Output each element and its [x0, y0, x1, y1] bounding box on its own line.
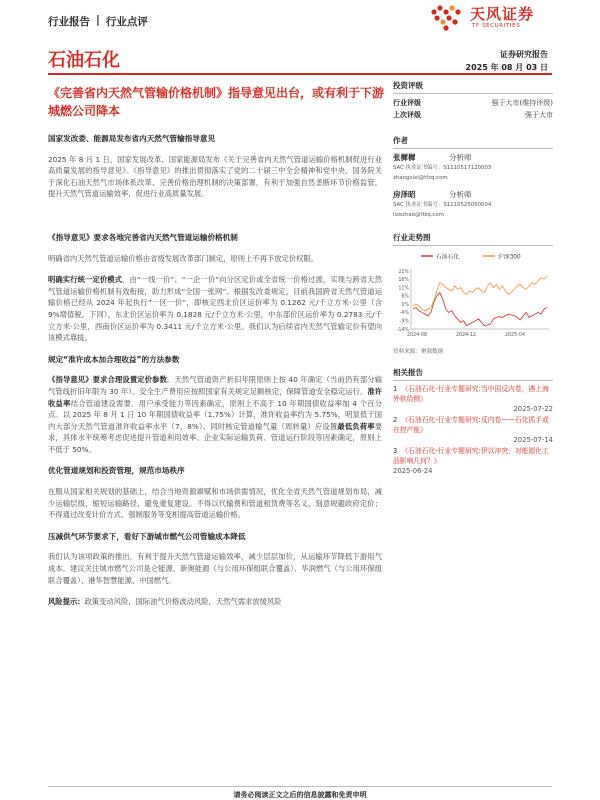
author-email[interactable]: zhangxixi@tfzq.com	[393, 174, 448, 181]
category-tag-report: 行业报告	[48, 16, 90, 28]
category-tag-review: 行业点评	[105, 16, 148, 28]
author-sac-number: SAC 执业证书编号：S1110525050004	[393, 202, 492, 208]
section-2-text: 明确省内天然气管道运输价格由省级发展改革部门制定，原则上不再下放定价权限。	[48, 253, 318, 263]
x-tick-label: 2025-04	[504, 333, 526, 338]
risk-text: 政策变动风险，国际油气价格波动风险，天然气需求放缓风险	[84, 597, 282, 607]
y-tick-label: 16%	[398, 278, 409, 284]
related-report-date: 2025-06-24	[393, 467, 433, 475]
tf-securities-logo	[428, 2, 558, 34]
footer-disclaimer: 请务必阅读正文之后的信息披露和免责申明	[233, 791, 367, 799]
pricing-params-bold: 《指导意见》要求合理设置定价参数	[48, 375, 168, 385]
min-load-rate-bold: 最低负荷率	[337, 421, 375, 431]
related-report-title[interactable]: 《石油石化-行业专题研究:伊以冲突，对能源化工品影响几何？》	[393, 447, 549, 465]
section-heading-3: 规定“准许成本加合理收益”的方法参数	[48, 354, 180, 364]
x-tick-label: 2024-08	[406, 333, 428, 338]
section-3-text	[48, 374, 382, 455]
section-1-text: 2025 年 8 月 1 日，国家发展改革、国家能源局发布《关于完善省内天然气管道运输价格机制促进行业高质量发展的指导意见》。《指导意见》的推出贯彻落实了党的二十届三中全会精神和党中央、国务院关于深化石油天然气市场体系改革、完善价格治理机制的决策部署，有利于加强自然垄断环节价格监管，提升天然气管道运输效率，促进行业高质量发展。	[48, 154, 382, 199]
section-heading-4: 优化管道规划和投资管理，规范市场秩序	[48, 466, 185, 476]
industry-rating-value: 强于大市(维持评级)	[491, 99, 553, 107]
legend-label-0: 石油石化	[436, 254, 460, 261]
pricing-params-text-a: 。天然气管道资产折旧年限原则上按 40 年确定（当前仍有部分输气管线折旧年限为 30 年）。安全生产费用应按照国家有关规定足额核定，保障管道安全稳定运行。	[48, 375, 382, 396]
related-report-title[interactable]: 《石油石化-行业专题研究:反内卷——石化抓手或在控产能》	[393, 416, 549, 434]
header-divider	[48, 73, 552, 75]
footer-divider	[48, 786, 552, 787]
section-4-text: 在服从国家相关规划的基础上，结合当地资源禀赋和市场供需情况，优化全省天然气管道规划布局，减少运输层级，缩短运输路径，避免重复建设。不得以代输费和管道租赁费等名义，刻意规避政府定价；不得通过改变计价方式、强制服务等变相提高管道运输价格。	[48, 487, 382, 520]
section-heading-5: 压减供气环节要求下，看好下游城市燃气公司管输成本降低	[48, 531, 246, 541]
pricing-params-text-c: 要求，具体水平统筹考虑促进提升管道利用效率、企业实际运输负荷、管道运行阶段等因素确定，原则上不低于 50%。	[48, 421, 382, 454]
legend-label-1: 沪深300	[498, 254, 521, 261]
y-tick-label: -9%	[399, 319, 409, 325]
industry-rating-label: 行业评级	[393, 99, 421, 107]
y-tick-label: -14%	[396, 327, 409, 333]
unified-pricing-text: ，由“一线一价”、“一企一价”向分区定价或全省统一价格过渡，实现与跨省天然气管道运输价格机制有效衔接，助力形成“全国一张网”。根据发改委规定，目前我国跨省天然气管道运输价格已经从 2024 年起执行“一区一价”，即核定西北价区运价率为 0.1262 元/千立方米·公里（含 9%增值税，下同），东北价区运价率为 0.1828 元/千立方米·公里，中东部价区运价率为 0.2783 元/千立方米·公里，西南价区运价率为 0.3411 元/千立方米·公里。我们认为后续省内天然气管输定价有望向该模式靠拢。	[48, 275, 383, 343]
main-content	[48, 133, 382, 618]
related-reports-list	[393, 384, 553, 476]
y-tick-label: 1%	[401, 302, 409, 308]
section-5-text: 我们认为该项政策的推出，有利于提升天然气管道运输效率，减少层层加价，从运输环节降低下游用气成本。建议关注城市燃气公司是仑能源、新奥能源（与公用环保组联合覆盖）、华润燃气（与公用环保组联合覆盖）、港华智慧能源、中国燃气。	[48, 552, 382, 585]
related-report-item[interactable]	[393, 415, 553, 445]
related-report-number: 2	[393, 416, 398, 424]
trend-heading: 行业走势图	[393, 232, 553, 246]
x-tick-label: 2024-12	[455, 333, 477, 338]
author-sac-number: SAC 执业证书编号：S1110517120003	[393, 165, 492, 171]
tf-logo-mark-icon	[428, 2, 468, 32]
unified-pricing-bold: 明确实行统一定价模式	[48, 275, 123, 285]
related-report-item[interactable]	[393, 384, 553, 414]
y-tick-label: -4%	[399, 311, 409, 317]
related-report-number: 1	[393, 385, 398, 393]
author-card	[393, 152, 553, 183]
related-report-date: 2025-07-22	[513, 405, 553, 413]
risk-warning	[48, 596, 382, 608]
report-category	[48, 14, 148, 29]
author-title: 分析师	[449, 153, 472, 162]
trend-chart-svg	[393, 249, 553, 345]
logo-text-cn: 天风证券	[470, 5, 535, 23]
report-headline: 《完善省内天然气管输价格机制》指导意见出台，或有利于下游城燃公司降本	[48, 86, 385, 118]
related-report-number: 3	[393, 447, 398, 455]
report-date: 2025 年 08 月 03 日	[465, 63, 548, 72]
pricing-params-text-b: 结合管道建设需要、用户承受能力等因素确定，原则上不高于 10 年期国债收益率加 4 个百分点。以 2025 年 8 月 1 日 10 年期国债收益率（1.75%）计算，准许收益率约为 5.75%，明显低于国内大部分天然气管道准许收益率水平（7、8%）。同时核定管道输气量（周转量）应设置	[48, 398, 383, 431]
report-type: 证券研究报告	[500, 50, 548, 59]
industry-title: 石油石化	[48, 50, 120, 71]
y-tick-label: 11%	[398, 286, 409, 292]
related-report-date: 2025-07-14	[513, 436, 553, 444]
y-tick-label: 6%	[401, 294, 409, 300]
author-name: 张樨樨	[393, 153, 416, 162]
author-card	[393, 189, 553, 220]
series-line-0	[413, 293, 547, 326]
author-email[interactable]: lizezhao@tfzq.com	[393, 211, 444, 218]
last-rating-label: 上次评级	[393, 111, 421, 119]
author-title: 分析师	[449, 190, 472, 199]
last-rating-value: 强于大市	[525, 111, 553, 119]
section-heading-2: 《指导意见》要求各地完善省内天然气管道运输价格机制	[48, 232, 238, 242]
rating-heading: 投资评级	[393, 80, 553, 94]
chart-source: 资料来源：聚源数据	[393, 349, 444, 355]
allowed-return-bold: 准许收益率	[48, 386, 382, 408]
risk-label: 风险提示：	[48, 597, 85, 607]
y-tick-label: 21%	[398, 269, 409, 275]
related-report-item[interactable]	[393, 446, 553, 476]
authors-heading: 作者	[393, 135, 553, 149]
section-2-paragraph-2	[48, 274, 382, 344]
related-heading: 相关报告	[393, 367, 553, 381]
category-separator: |	[96, 14, 100, 26]
sidebar	[393, 80, 553, 477]
related-report-title[interactable]: 《石油石化-行业专题研究:当中国反内卷，遇上海外供给侧》	[393, 385, 549, 403]
industry-trend-chart	[393, 249, 553, 345]
last-rating-row	[393, 109, 553, 121]
industry-rating-row	[393, 97, 553, 109]
logo-text-en: TF SECURITIES	[472, 23, 521, 29]
author-name: 房泽昭	[393, 190, 416, 199]
section-heading-1: 国家发改委、能源局发布省内天然气管输指导意见	[48, 134, 216, 143]
